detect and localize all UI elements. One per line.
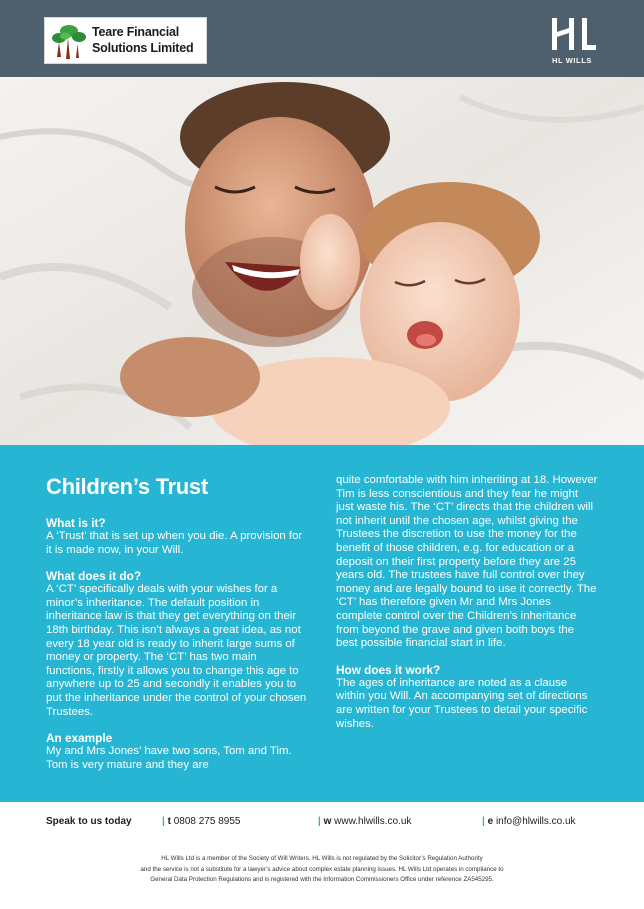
logo-text <box>92 24 206 56</box>
web-key: w <box>323 816 332 827</box>
footer-line-3: General Data Protection Regulations and is registered with the Information Commissioners Office under reference ZA545295. <box>150 876 494 884</box>
hl-wills-label: HL WILLS <box>551 56 593 65</box>
contact-strip <box>0 812 644 834</box>
heading-what-is-it: What is it? <box>46 516 106 530</box>
body-an-example: My and Mrs Jones’ have two sons, Tom and Tim. Tom is very mature and they are <box>46 745 292 771</box>
header-bar <box>0 0 644 77</box>
footer-line-1: HL Wills Ltd is a member of the Society of Will Writers. HL Wills is not regulated by the Solicitor’s Regulation Authority <box>161 855 483 862</box>
heading-how-does-it-work: How does it work? <box>336 662 441 677</box>
body-how-does-it-work: The ages of inheritance are noted as a clause within you Will. An accompanying set of directions are written for your Trustees to detail your specific wishes. <box>336 676 588 730</box>
tree-logo-icon <box>51 22 87 60</box>
heading-what-does-it-do: What does it do? <box>46 569 142 584</box>
hl-wills-logo-icon <box>546 16 598 52</box>
email-link: info@hlwills.co.uk <box>495 816 576 827</box>
separator: | <box>482 816 485 827</box>
page-title: Children’s Trust <box>46 474 208 499</box>
body-an-example-continued: quite comfortable with him inheriting at 18. However Tim is less conscientious and they fear he might just waste his. The ‘CT’ directs that the children will not inherit until the chosen age, whilst giving the Trustees the discretion to use the money for the benefit of those children, e.g. for education or a deposit on their first property before they are 25 years old. The trustees have full control over they money and are legally bound to use it correctly. The ‘CT’ has therefore given Mr and Mrs Jones complete control over the Children’s inheritance from beyond the grave and given both boys the best possible financial start in life. <box>336 474 598 650</box>
contact-email[interactable] <box>482 816 576 827</box>
footer-line-2: and the service is not a substitute for a lawyer’s advice about complex estate planning issues. HL Wills Ltd operates in compliance to <box>140 865 504 873</box>
teare-logo <box>44 17 207 64</box>
legal-footer <box>80 854 564 886</box>
hero-photo <box>0 77 644 445</box>
logo-line-2: Solutions Limited <box>92 41 194 55</box>
phone-key: t <box>167 816 171 827</box>
photo-father-and-baby-icon <box>0 77 644 445</box>
heading-an-example: An example <box>46 731 113 746</box>
website-link: www.hlwills.co.uk <box>334 816 412 827</box>
separator: | <box>162 816 165 827</box>
contact-website[interactable] <box>318 816 411 827</box>
body-what-is-it: A ‘Trust’ that is set up when you die. A provision for it is made now, in your Will. <box>46 530 303 556</box>
contact-label: Speak to us today <box>46 816 132 827</box>
contact-phone[interactable] <box>162 816 240 827</box>
left-column <box>46 474 308 784</box>
phone-number: 0808 275 8955 <box>173 816 241 827</box>
email-key: e <box>487 816 494 827</box>
separator: | <box>318 816 321 827</box>
right-column <box>336 474 598 743</box>
logo-line-1: Teare Financial <box>92 25 180 39</box>
body-what-does-it-do: A ‘CT’ specifically deals with your wishes for a minor’s inheritance. The default position in inheritance law is that they get everything on their 18th birthday. This isn’t always a great idea, as not every 18 year old is ready to inherit large sums of money or property. The ‘CT’ has two main functions, firstly it allows you to change this age to anywhere up to 25 and secondly it enables you to put the inheritance under the control of your chosen Trustees. <box>46 583 307 718</box>
